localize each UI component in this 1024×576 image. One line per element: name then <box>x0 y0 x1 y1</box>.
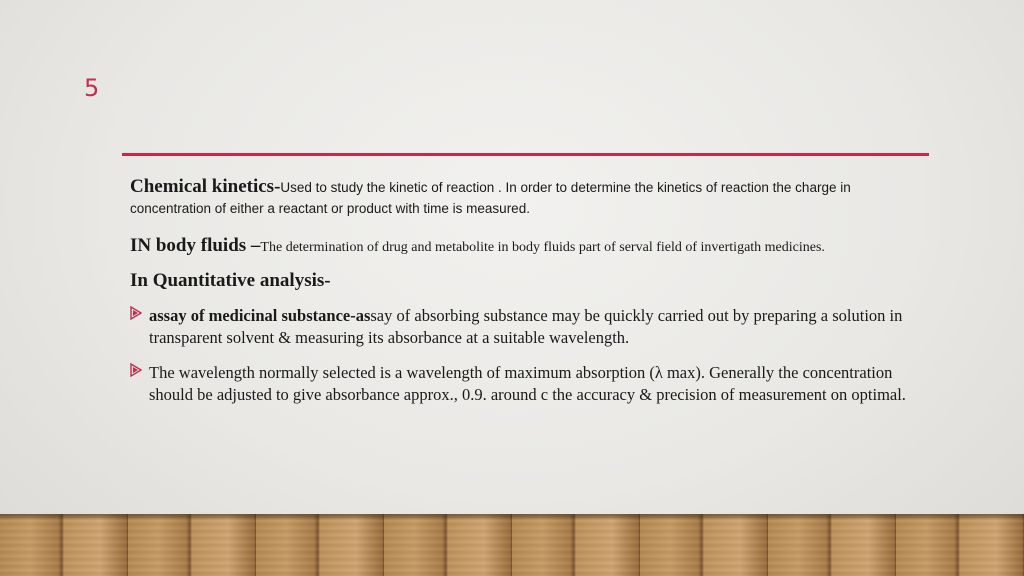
slide-number: 5 <box>84 74 100 102</box>
bullet-item <box>130 305 920 349</box>
arrow-bullet-icon <box>130 306 142 320</box>
title-divider <box>122 153 929 156</box>
chemical-kinetics-text: Used to study the kinetic of reaction . In order to determine the kinetics of reaction the charge in concentration of either a reactant or product with time is measured. <box>130 180 851 216</box>
paragraph-body-fluids <box>130 229 920 264</box>
bullet-item <box>130 362 920 406</box>
bullet-text: say of absorbing substance may be quickly carried out by preparing a solution in transparent solvent & measuring its absorbance at a suitable wavelength. <box>149 306 903 347</box>
slide-content <box>130 176 920 406</box>
wooden-floor <box>0 514 1024 576</box>
bullet-text: The wavelength normally selected is a wavelength of maximum absorption (λ max). Generally the concentration should be adjusted to give absorbance approx., 0.9. around c the accuracy & precision of measurement on optimal. <box>149 363 906 404</box>
arrow-bullet-icon <box>130 363 142 377</box>
body-fluids-text: The determination of drug and metabolite in body fluids part of serval field of invertigath medicines. <box>260 240 825 255</box>
quantitative-analysis-heading: In Quantitative analysis- <box>130 270 331 291</box>
bullet-lead: assay of medicinal substance-as <box>149 306 371 325</box>
paragraph-chemical-kinetics <box>130 176 920 219</box>
body-fluids-heading: IN body fluids – <box>130 235 261 256</box>
chemical-kinetics-heading: Chemical kinetics- <box>130 176 281 197</box>
